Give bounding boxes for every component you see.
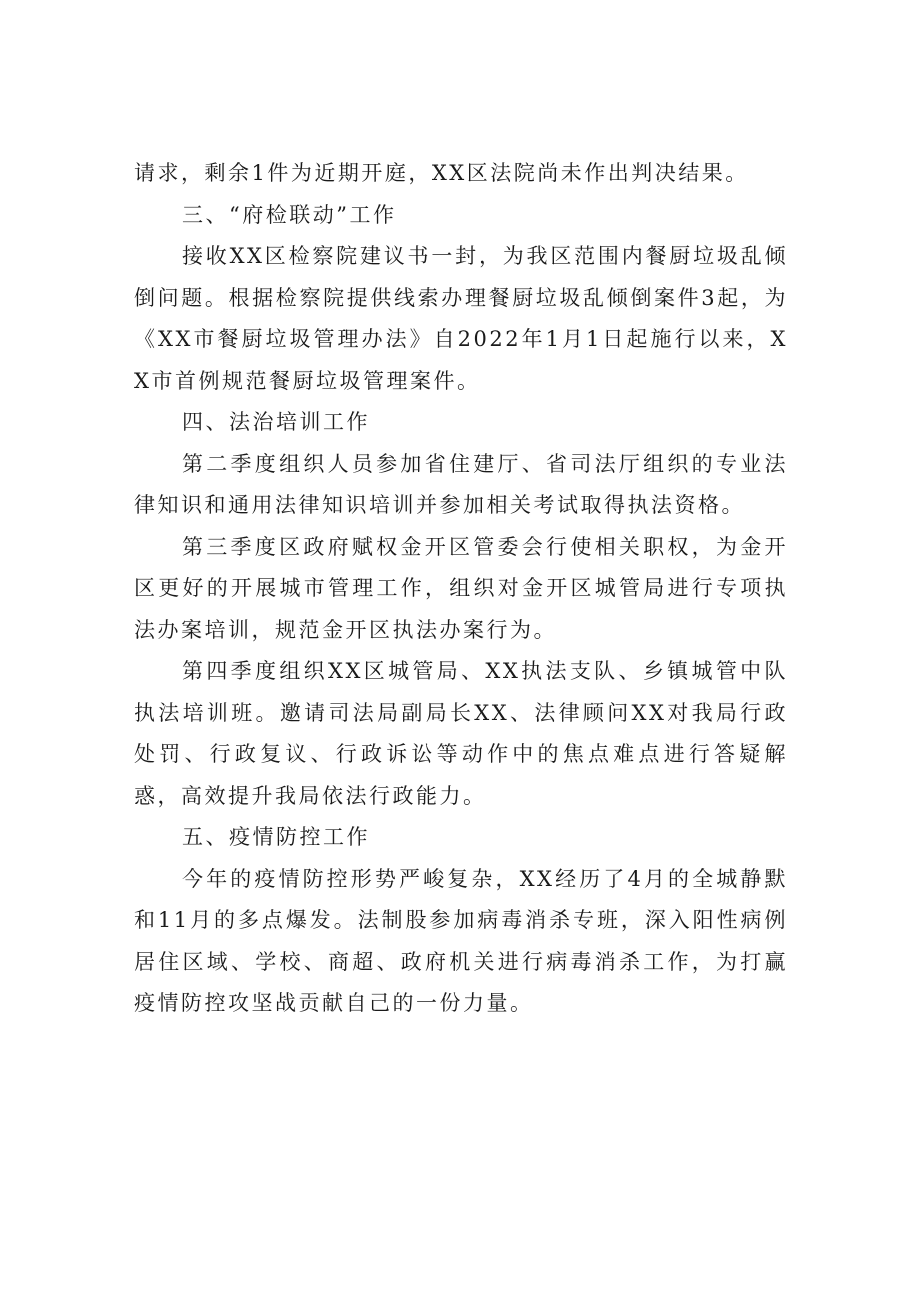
- paragraph-q3-training: 第三季度区政府赋权金开区管委会行使相关职权，为金开区更好的开展城市管理工作，组织对金开区城管局进行专项执法办案培训，规范金开区执法办案行为。: [134, 534, 788, 642]
- paragraph-epidemic-control: 今年的疫情防控形势严峻复杂，XX经历了4月的全城静默和11月的多点爆发。法制股参加病毒消杀专班，深入阳性病例居住区域、学校、商超、政府机关进行病毒消杀工作，为打赢疫情防控攻坚战贡献自己的一份力量。: [134, 866, 788, 1015]
- paragraph-procuratorate-linkage: 接收XX区检察院建议书一封，为我区范围内餐厨垃圾乱倾倒问题。根据检察院提供线索办理餐厨垃圾乱倾倒案件3起，为《XX市餐厨垃圾管理办法》自2022年1月1日起施行以来，XX市首例规范餐厨垃圾管理案件。: [134, 244, 788, 393]
- paragraph-q2-training: 第二季度组织人员参加省住建厅、省司法厅组织的专业法律知识和通用法律知识培训并参加相关考试取得执法资格。: [134, 451, 788, 517]
- section-heading-3: 三、“府检联动”工作: [182, 202, 397, 227]
- paragraph-q4-training: 第四季度组织XX区城管局、XX执法支队、乡镇城管中队执法培训班。邀请司法局副局长XX、法律顾问XX对我局行政处罚、行政复议、行政诉讼等动作中的焦点难点进行答疑解惑，高效提升我局依法行政能力。: [134, 659, 788, 808]
- section-heading-4: 四、法治培训工作: [182, 410, 370, 434]
- document-body: [134, 153, 788, 1025]
- section-heading-5: 五、疫情防控工作: [182, 825, 370, 849]
- paragraph-continuation: 请求，剩余1件为近期开庭，XX区法院尚未作出判决结果。: [134, 161, 749, 185]
